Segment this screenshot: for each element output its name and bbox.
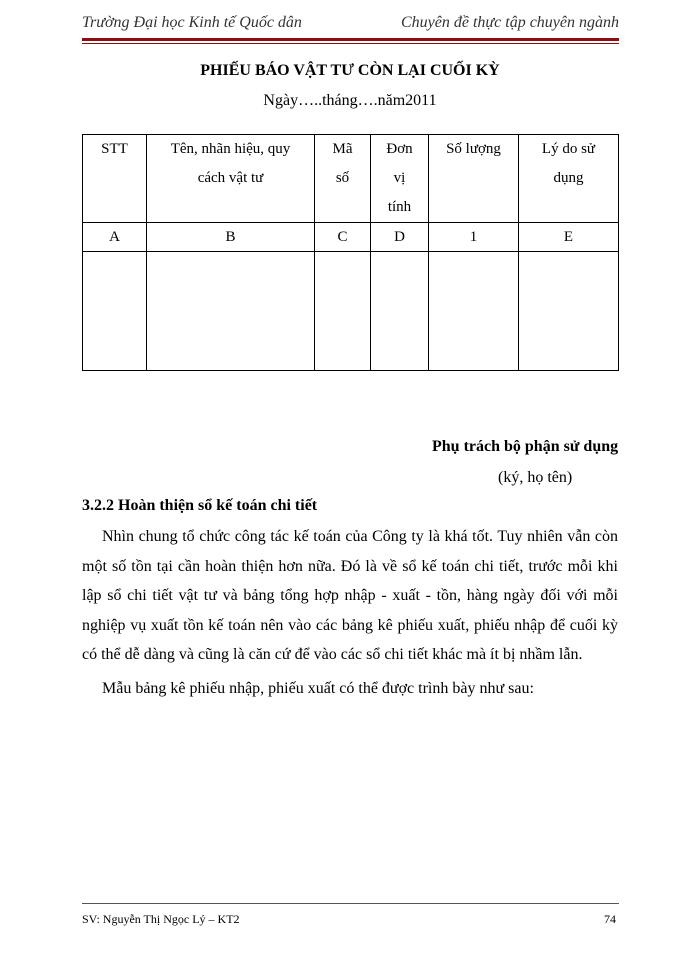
- header-line: cách vật tư: [197, 170, 264, 186]
- header-line: tính: [387, 199, 412, 215]
- header-line: Mã: [332, 141, 353, 157]
- header-line: dụng: [553, 170, 584, 186]
- signature-title: Phụ trách bộ phận sử dụng: [432, 438, 619, 455]
- col-header-stt: [83, 135, 147, 223]
- header-line: Tên, nhãn hiệu, quy: [170, 141, 291, 157]
- header-line: Lý do sử: [541, 141, 596, 157]
- letter-cell: B: [147, 223, 315, 252]
- letter-cell: D: [371, 223, 429, 252]
- header-university: Trường Đại học Kinh tế Quốc dân: [82, 14, 302, 31]
- blank-cell: [519, 252, 619, 371]
- header-rule-thick: [82, 38, 619, 41]
- blank-cell: [83, 252, 147, 371]
- signature-subtitle: (ký, họ tên): [498, 469, 573, 486]
- footer-author: SV: Nguyễn Thị Ngọc Lý – KT2: [82, 912, 240, 926]
- header-line: STT: [101, 141, 128, 157]
- letter-cell: A: [83, 223, 147, 252]
- col-header-unit: [371, 135, 429, 223]
- col-header-reason: [519, 135, 619, 223]
- page-header: [82, 14, 619, 34]
- header-line: số: [335, 170, 350, 186]
- paragraph-1: Nhìn chung tổ chức công tác kế toán của Công ty là khá tốt. Tuy nhiên vẫn còn một số tồn tại cần hoàn thiện hơn nữa. Đó là về sổ kế toán chi tiết, trước mỗi khi lập sổ chi tiết vật tư và bảng tổng hợp nhập - xuất - tồn, hàng ngày đối với mỗi nghiệp vụ xuất tồn kế toán nên vào các bảng kê phiếu xuất, phiếu nhập để cuối kỳ có thể dễ dàng và cũng là căn cứ để vào các sổ chi tiết khác mà ít bị nhầm lẫn.: [82, 528, 618, 663]
- blank-cell: [429, 252, 519, 371]
- header-topic: Chuyên đề thực tập chuyên ngành: [401, 14, 619, 31]
- header-line: vị: [393, 170, 406, 186]
- section-heading: 3.2.2 Hoàn thiện sổ kế toán chi tiết: [82, 497, 318, 514]
- header-line: Đơn: [386, 141, 413, 157]
- form-date: Ngày…..tháng….năm2011: [263, 92, 437, 109]
- table-letter-row: [83, 223, 619, 252]
- table-header-row: [83, 135, 619, 223]
- header-line: Số lượng: [446, 141, 501, 157]
- letter-cell: C: [315, 223, 371, 252]
- letter-cell: 1: [429, 223, 519, 252]
- form-title: PHIẾU BÁO VẬT TƯ CÒN LẠI CUỐI KỲ: [200, 62, 500, 79]
- page-number: 74: [604, 912, 616, 926]
- footer-rule: [82, 903, 619, 904]
- col-header-name: [147, 135, 315, 223]
- blank-cell: [371, 252, 429, 371]
- material-report-table: [82, 134, 619, 371]
- blank-cell: [315, 252, 371, 371]
- col-header-code: [315, 135, 371, 223]
- col-header-quantity: [429, 135, 519, 223]
- letter-cell: E: [519, 223, 619, 252]
- table-blank-row: [83, 252, 619, 371]
- paragraph-2: Mẫu bảng kê phiếu nhập, phiếu xuất có thể được trình bày như sau:: [102, 680, 534, 697]
- header-rule-thin: [82, 43, 619, 44]
- blank-cell: [147, 252, 315, 371]
